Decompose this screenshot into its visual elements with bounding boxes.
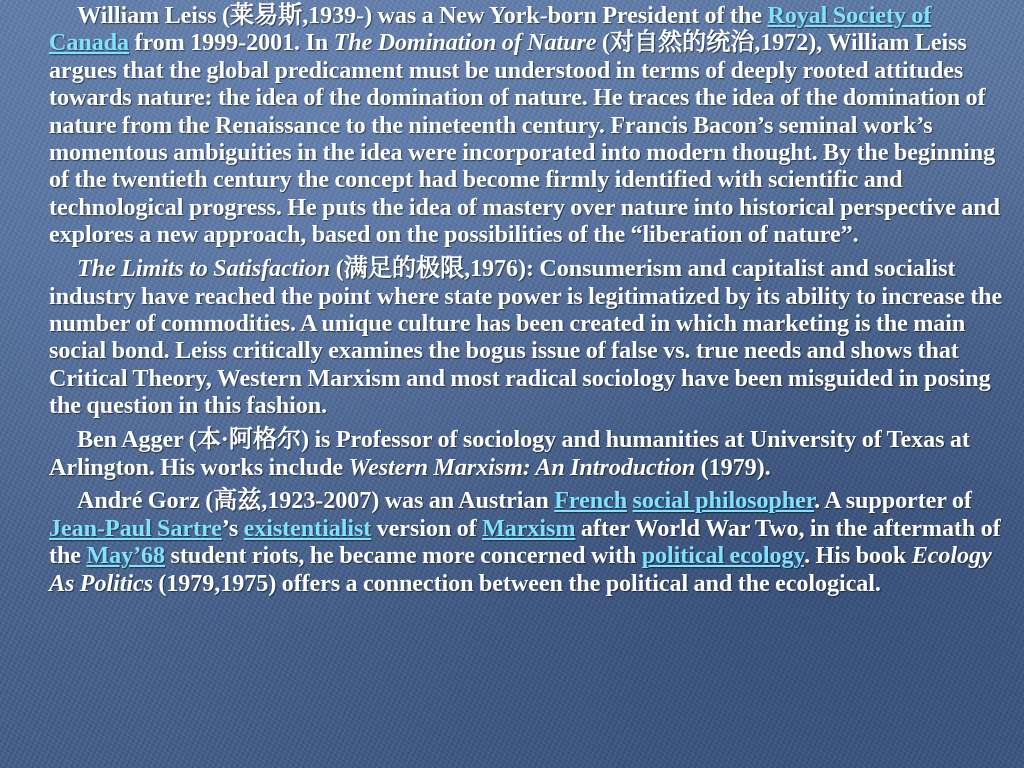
link-french[interactable]: French — [554, 487, 628, 515]
text-segment: from 1999-2001. In — [129, 29, 334, 57]
link-political-ecology[interactable]: political ecology — [641, 542, 805, 570]
link-royal-society-of-canada[interactable]: Royal Society of Canada — [49, 2, 932, 57]
text-segment: (满足的极限,1976): Consumerism and capitalist and socialist industry have reached the point where state power is legitimatized by its ability to increase the number of commodities. A unique culture has been created in which marketing is the main social bond. Leiss critically examines the bogus issue of false vs. true needs and shows that Critical Theory, Western Marxism and most radical sociology have been misguided in posing the question in this fashion. — [49, 255, 1003, 420]
text-segment: . A supporter of — [814, 487, 972, 515]
link-jean-paul-sartre[interactable]: Jean-Paul Sartre — [49, 514, 222, 542]
text-segment: (1979). — [695, 453, 771, 481]
book-title-ecology-as-politics: Ecology As Politics — [49, 542, 992, 597]
text-segment: ’s — [221, 514, 244, 542]
paragraph-andre-gorz — [49, 487, 1015, 597]
link-social-philosopher[interactable]: social philosopher — [632, 487, 815, 515]
text-segment: William Leiss (莱易斯,1939-) was a New York-born President of the — [77, 2, 768, 29]
text-segment: after World War Two, in the aftermath of the — [49, 514, 1001, 570]
text-segment: student riots, he became more concerned with — [165, 542, 642, 570]
text-segment: André Gorz (高兹,1923-2007) was an Austrian — [77, 487, 555, 515]
link-marxism[interactable]: Marxism — [482, 514, 576, 542]
paragraph-ben-agger — [49, 426, 1015, 481]
slide-body — [49, 2, 1015, 597]
paragraph-limits-to-satisfaction — [49, 255, 1015, 419]
text-segment: (对自然的统治,1972), William Leiss argues that the global predicament must be understood in terms of deeply rooted attitudes towards nature: the idea of the domination of nature. He traces the idea of the domination of nature from the Renaissance to the nineteenth century. Francis Bacon’s seminal work’s momentous ambiguities in the idea were incorporated into modern thought. By the beginning of the twentieth century the concept had become firmly identified with scientific and technological progress. He puts the idea of mastery over nature into historical perspective and explores a new approach, based on the possibilities of the “liberation of nature”. — [49, 29, 1000, 249]
paragraph-william-leiss — [49, 2, 1015, 249]
text-segment: version of — [371, 514, 483, 542]
book-title-western-marxism: Western Marxism: An Introduction — [348, 453, 696, 481]
book-title-domination-of-nature: The Domination of Nature — [333, 29, 597, 57]
text-segment: . His book — [804, 542, 912, 570]
text-segment: (1979,1975) offers a connection between the political and the ecological. — [152, 569, 881, 597]
link-existentialist[interactable]: existentialist — [243, 514, 372, 542]
link-may-68[interactable]: May’68 — [86, 542, 166, 570]
text-segment: Ben Agger (本·阿格尔) is Professor of sociology and humanities at University of Texas at Arlington. His works include — [49, 426, 970, 481]
book-title-limits-to-satisfaction: The Limits to Satisfaction — [77, 255, 331, 283]
